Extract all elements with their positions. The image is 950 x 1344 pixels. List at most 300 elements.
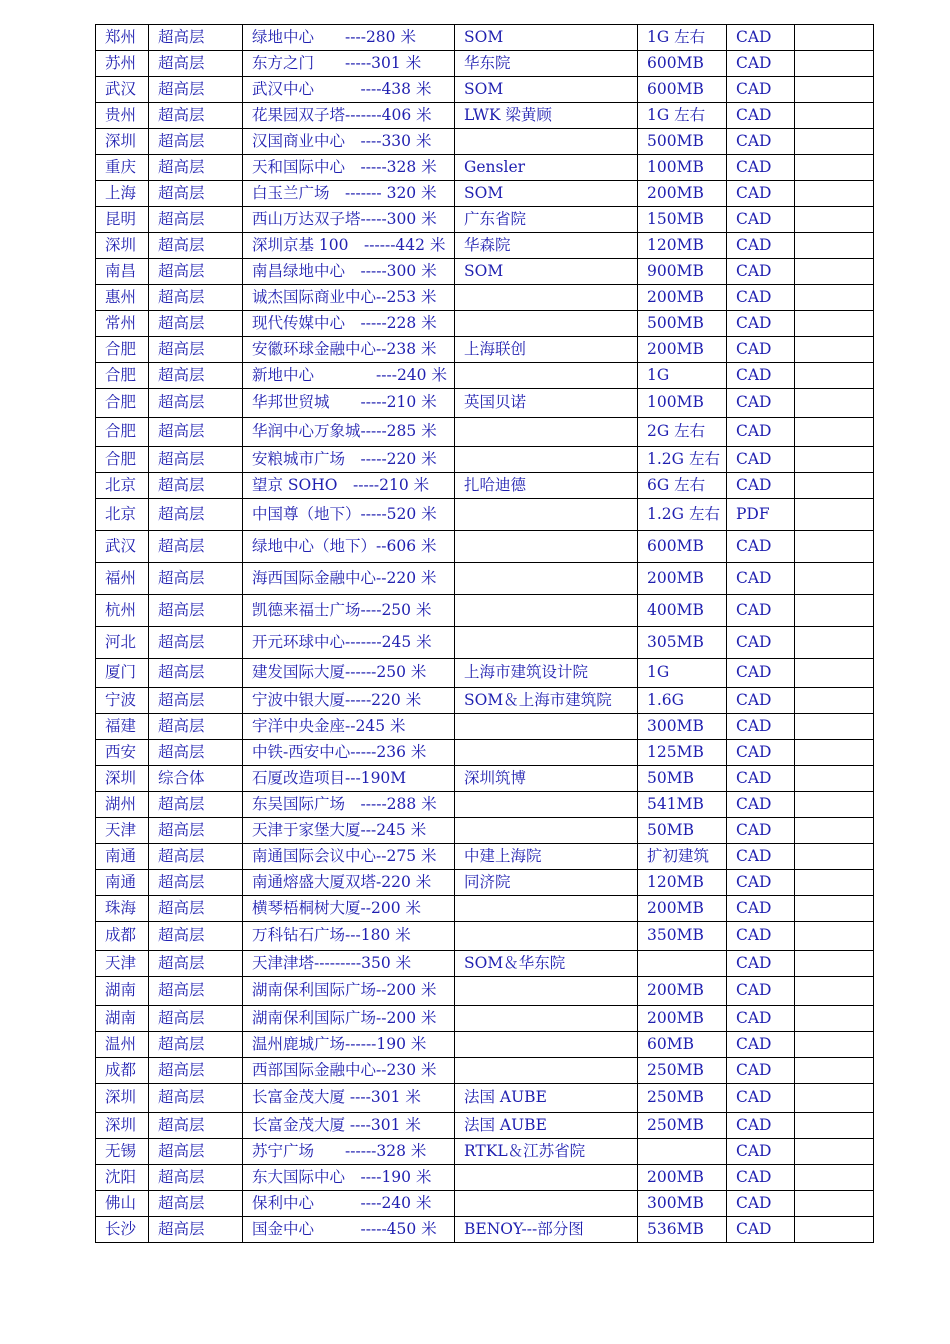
city-cell: 西安	[96, 740, 149, 766]
city-cell: 武汉	[96, 531, 149, 563]
size-cell: 500MB	[638, 129, 727, 155]
note-cell	[795, 922, 874, 951]
designer-cell	[455, 896, 638, 922]
note-cell	[795, 389, 874, 418]
table-row	[96, 77, 874, 103]
size-cell: 120MB	[638, 233, 727, 259]
city-cell: 合肥	[96, 363, 149, 389]
table-row	[96, 1139, 874, 1165]
project-cell: 建发国际大厦------250 米	[243, 659, 455, 688]
project-cell: 横琴梧桐树大厦--200 米	[243, 896, 455, 922]
size-cell: 400MB	[638, 595, 727, 627]
format-cell: CAD	[727, 870, 795, 896]
project-cell: 国金中心 -----450 米	[243, 1217, 455, 1243]
note-cell	[795, 25, 874, 51]
format-cell: CAD	[727, 627, 795, 659]
note-cell	[795, 1006, 874, 1032]
size-cell: 1.6G	[638, 688, 727, 714]
note-cell	[795, 363, 874, 389]
project-cell: 天和国际中心 -----328 米	[243, 155, 455, 181]
note-cell	[795, 627, 874, 659]
table-row	[96, 1217, 874, 1243]
type-cell: 超高层	[149, 311, 243, 337]
city-cell: 杭州	[96, 595, 149, 627]
table-row	[96, 207, 874, 233]
size-cell: 1G	[638, 363, 727, 389]
note-cell	[795, 1217, 874, 1243]
project-cell: 安粮城市广场 -----220 米	[243, 447, 455, 473]
designer-cell: 法国 AUBE	[455, 1113, 638, 1139]
city-cell: 天津	[96, 951, 149, 977]
note-cell	[795, 311, 874, 337]
project-cell: 华邦世贸城 -----210 米	[243, 389, 455, 418]
type-cell: 超高层	[149, 740, 243, 766]
table-row	[96, 1032, 874, 1058]
format-cell: PDF	[727, 499, 795, 531]
project-cell: 开元环球中心-------245 米	[243, 627, 455, 659]
note-cell	[795, 1191, 874, 1217]
table-row	[96, 418, 874, 447]
format-cell: CAD	[727, 181, 795, 207]
city-cell: 湖南	[96, 977, 149, 1006]
city-cell: 南昌	[96, 259, 149, 285]
note-cell	[795, 103, 874, 129]
note-cell	[795, 1032, 874, 1058]
format-cell: CAD	[727, 595, 795, 627]
type-cell: 超高层	[149, 1191, 243, 1217]
designer-cell: SOM	[455, 259, 638, 285]
table-row	[96, 595, 874, 627]
format-cell: CAD	[727, 1006, 795, 1032]
size-cell: 120MB	[638, 870, 727, 896]
city-cell: 深圳	[96, 1113, 149, 1139]
format-cell: CAD	[727, 311, 795, 337]
city-cell: 湖南	[96, 1006, 149, 1032]
city-cell: 北京	[96, 499, 149, 531]
type-cell: 超高层	[149, 1217, 243, 1243]
designer-cell: 同济院	[455, 870, 638, 896]
project-table	[95, 24, 874, 1243]
table-row	[96, 1084, 874, 1113]
note-cell	[795, 129, 874, 155]
table-row	[96, 499, 874, 531]
city-cell: 成都	[96, 1058, 149, 1084]
designer-cell	[455, 363, 638, 389]
type-cell: 超高层	[149, 818, 243, 844]
format-cell: CAD	[727, 1058, 795, 1084]
table-row	[96, 129, 874, 155]
table-row	[96, 389, 874, 418]
size-cell: 6G 左右	[638, 473, 727, 499]
designer-cell: 扎哈迪德	[455, 473, 638, 499]
note-cell	[795, 688, 874, 714]
table-row	[96, 1058, 874, 1084]
note-cell	[795, 844, 874, 870]
format-cell: CAD	[727, 740, 795, 766]
table-row	[96, 103, 874, 129]
designer-cell: LWK 梁黄顾	[455, 103, 638, 129]
designer-cell	[455, 285, 638, 311]
designer-cell	[455, 1058, 638, 1084]
size-cell: 600MB	[638, 77, 727, 103]
project-cell: 绿地中心（地下）--606 米	[243, 531, 455, 563]
designer-cell: 上海联创	[455, 337, 638, 363]
designer-cell	[455, 418, 638, 447]
note-cell	[795, 259, 874, 285]
format-cell: CAD	[727, 896, 795, 922]
size-cell: 150MB	[638, 207, 727, 233]
type-cell: 超高层	[149, 25, 243, 51]
designer-cell	[455, 129, 638, 155]
city-cell: 深圳	[96, 1084, 149, 1113]
city-cell: 厦门	[96, 659, 149, 688]
city-cell: 郑州	[96, 25, 149, 51]
type-cell: 超高层	[149, 51, 243, 77]
table-row	[96, 977, 874, 1006]
type-cell: 超高层	[149, 870, 243, 896]
project-cell: 南通熔盛大厦双塔-220 米	[243, 870, 455, 896]
table-row	[96, 627, 874, 659]
project-cell: 花果园双子塔-------406 米	[243, 103, 455, 129]
project-cell: 新地中心 ----240 米	[243, 363, 455, 389]
format-cell: CAD	[727, 922, 795, 951]
table-row	[96, 447, 874, 473]
table-row	[96, 363, 874, 389]
size-cell: 1G 左右	[638, 25, 727, 51]
format-cell: CAD	[727, 792, 795, 818]
type-cell: 超高层	[149, 473, 243, 499]
note-cell	[795, 740, 874, 766]
type-cell: 超高层	[149, 595, 243, 627]
designer-cell	[455, 740, 638, 766]
type-cell: 超高层	[149, 531, 243, 563]
type-cell: 超高层	[149, 792, 243, 818]
designer-cell	[455, 977, 638, 1006]
format-cell: CAD	[727, 259, 795, 285]
type-cell: 超高层	[149, 418, 243, 447]
format-cell: CAD	[727, 563, 795, 595]
size-cell: 100MB	[638, 155, 727, 181]
note-cell	[795, 473, 874, 499]
type-cell: 超高层	[149, 1113, 243, 1139]
size-cell: 200MB	[638, 896, 727, 922]
designer-cell: 华东院	[455, 51, 638, 77]
type-cell: 超高层	[149, 1084, 243, 1113]
note-cell	[795, 207, 874, 233]
type-cell: 综合体	[149, 766, 243, 792]
city-cell: 南通	[96, 870, 149, 896]
project-cell: 南昌绿地中心 -----300 米	[243, 259, 455, 285]
table-row	[96, 1165, 874, 1191]
type-cell: 超高层	[149, 896, 243, 922]
size-cell: 500MB	[638, 311, 727, 337]
city-cell: 南通	[96, 844, 149, 870]
designer-cell: SOM＆上海市建筑院	[455, 688, 638, 714]
project-cell: 东方之门 -----301 米	[243, 51, 455, 77]
city-cell: 昆明	[96, 207, 149, 233]
note-cell	[795, 1084, 874, 1113]
format-cell: CAD	[727, 285, 795, 311]
note-cell	[795, 77, 874, 103]
project-cell: 东大国际中心 ----190 米	[243, 1165, 455, 1191]
city-cell: 贵州	[96, 103, 149, 129]
format-cell: CAD	[727, 844, 795, 870]
size-cell: 200MB	[638, 1165, 727, 1191]
size-cell: 2G 左右	[638, 418, 727, 447]
note-cell	[795, 51, 874, 77]
project-cell: 湖南保利国际广场--200 米	[243, 977, 455, 1006]
project-cell: 望京 SOHO -----210 米	[243, 473, 455, 499]
type-cell: 超高层	[149, 129, 243, 155]
project-cell: 凯德来福士广场----250 米	[243, 595, 455, 627]
format-cell: CAD	[727, 1191, 795, 1217]
project-cell: 绿地中心 ----280 米	[243, 25, 455, 51]
city-cell: 惠州	[96, 285, 149, 311]
type-cell: 超高层	[149, 688, 243, 714]
project-cell: 西山万达双子塔-----300 米	[243, 207, 455, 233]
format-cell: CAD	[727, 337, 795, 363]
size-cell: 250MB	[638, 1113, 727, 1139]
type-cell: 超高层	[149, 181, 243, 207]
project-cell: 天津津塔---------350 米	[243, 951, 455, 977]
type-cell: 超高层	[149, 447, 243, 473]
format-cell: CAD	[727, 1032, 795, 1058]
size-cell: 扩初建筑	[638, 844, 727, 870]
size-cell: 300MB	[638, 1191, 727, 1217]
table-row	[96, 473, 874, 499]
size-cell: 200MB	[638, 181, 727, 207]
designer-cell: SOM	[455, 25, 638, 51]
city-cell: 沈阳	[96, 1165, 149, 1191]
project-cell: 安徽环球金融中心--238 米	[243, 337, 455, 363]
size-cell: 350MB	[638, 922, 727, 951]
city-cell: 天津	[96, 818, 149, 844]
type-cell: 超高层	[149, 337, 243, 363]
format-cell: CAD	[727, 818, 795, 844]
city-cell: 湖州	[96, 792, 149, 818]
format-cell: CAD	[727, 207, 795, 233]
format-cell: CAD	[727, 418, 795, 447]
format-cell: CAD	[727, 951, 795, 977]
size-cell: 200MB	[638, 337, 727, 363]
type-cell: 超高层	[149, 714, 243, 740]
note-cell	[795, 181, 874, 207]
project-cell: 万科钻石广场---180 米	[243, 922, 455, 951]
type-cell: 超高层	[149, 363, 243, 389]
city-cell: 重庆	[96, 155, 149, 181]
table-row	[96, 792, 874, 818]
table-row	[96, 51, 874, 77]
table-row	[96, 714, 874, 740]
designer-cell	[455, 499, 638, 531]
table-row	[96, 1006, 874, 1032]
size-cell	[638, 951, 727, 977]
project-cell: 中铁-西安中心-----236 米	[243, 740, 455, 766]
project-cell: 天津于家堡大厦---245 米	[243, 818, 455, 844]
designer-cell: SOM＆华东院	[455, 951, 638, 977]
type-cell: 超高层	[149, 1032, 243, 1058]
city-cell: 深圳	[96, 233, 149, 259]
type-cell: 超高层	[149, 1139, 243, 1165]
designer-cell: 深圳筑博	[455, 766, 638, 792]
note-cell	[795, 714, 874, 740]
city-cell: 合肥	[96, 389, 149, 418]
size-cell: 600MB	[638, 51, 727, 77]
city-cell: 常州	[96, 311, 149, 337]
note-cell	[795, 766, 874, 792]
designer-cell	[455, 1191, 638, 1217]
designer-cell	[455, 1032, 638, 1058]
designer-cell: Gensler	[455, 155, 638, 181]
format-cell: CAD	[727, 473, 795, 499]
size-cell	[638, 1139, 727, 1165]
city-cell: 合肥	[96, 337, 149, 363]
city-cell: 深圳	[96, 129, 149, 155]
table-row	[96, 951, 874, 977]
size-cell: 200MB	[638, 977, 727, 1006]
type-cell: 超高层	[149, 389, 243, 418]
size-cell: 305MB	[638, 627, 727, 659]
note-cell	[795, 792, 874, 818]
table-row	[96, 259, 874, 285]
table-row	[96, 181, 874, 207]
table-row	[96, 155, 874, 181]
type-cell: 超高层	[149, 77, 243, 103]
format-cell: CAD	[727, 103, 795, 129]
designer-cell: BENOY---部分图	[455, 1217, 638, 1243]
note-cell	[795, 951, 874, 977]
table-row	[96, 896, 874, 922]
table-row	[96, 25, 874, 51]
note-cell	[795, 418, 874, 447]
designer-cell	[455, 627, 638, 659]
size-cell: 1.2G 左右	[638, 499, 727, 531]
format-cell: CAD	[727, 688, 795, 714]
format-cell: CAD	[727, 977, 795, 1006]
format-cell: CAD	[727, 714, 795, 740]
table-row	[96, 1191, 874, 1217]
project-cell: 宇洋中央金座--245 米	[243, 714, 455, 740]
table-row	[96, 740, 874, 766]
project-cell: 南通国际会议中心--275 米	[243, 844, 455, 870]
city-cell: 温州	[96, 1032, 149, 1058]
size-cell: 541MB	[638, 792, 727, 818]
designer-cell: 上海市建筑设计院	[455, 659, 638, 688]
designer-cell	[455, 531, 638, 563]
format-cell: CAD	[727, 1139, 795, 1165]
size-cell: 1G 左右	[638, 103, 727, 129]
project-cell: 保利中心 ----240 米	[243, 1191, 455, 1217]
size-cell: 1.2G 左右	[638, 447, 727, 473]
type-cell: 超高层	[149, 207, 243, 233]
type-cell: 超高层	[149, 1165, 243, 1191]
table-row	[96, 285, 874, 311]
type-cell: 超高层	[149, 627, 243, 659]
note-cell	[795, 1058, 874, 1084]
table-row	[96, 922, 874, 951]
size-cell: 900MB	[638, 259, 727, 285]
project-cell: 石厦改造项目---190M	[243, 766, 455, 792]
note-cell	[795, 447, 874, 473]
designer-cell: 华森院	[455, 233, 638, 259]
city-cell: 珠海	[96, 896, 149, 922]
project-cell: 中国尊（地下）-----520 米	[243, 499, 455, 531]
project-cell: 深圳京基 100 ------442 米	[243, 233, 455, 259]
city-cell: 北京	[96, 473, 149, 499]
format-cell: CAD	[727, 531, 795, 563]
project-cell: 汉国商业中心 ----330 米	[243, 129, 455, 155]
type-cell: 超高层	[149, 922, 243, 951]
size-cell: 60MB	[638, 1032, 727, 1058]
city-cell: 合肥	[96, 447, 149, 473]
format-cell: CAD	[727, 51, 795, 77]
designer-cell	[455, 1165, 638, 1191]
type-cell: 超高层	[149, 103, 243, 129]
type-cell: 超高层	[149, 285, 243, 311]
city-cell: 宁波	[96, 688, 149, 714]
note-cell	[795, 870, 874, 896]
format-cell: CAD	[727, 363, 795, 389]
size-cell: 100MB	[638, 389, 727, 418]
city-cell: 武汉	[96, 77, 149, 103]
size-cell: 600MB	[638, 531, 727, 563]
note-cell	[795, 896, 874, 922]
project-cell: 温州鹿城广场------190 米	[243, 1032, 455, 1058]
format-cell: CAD	[727, 1165, 795, 1191]
city-cell: 河北	[96, 627, 149, 659]
project-cell: 华润中心万象城-----285 米	[243, 418, 455, 447]
project-cell: 现代传媒中心 -----228 米	[243, 311, 455, 337]
format-cell: CAD	[727, 447, 795, 473]
format-cell: CAD	[727, 1084, 795, 1113]
format-cell: CAD	[727, 129, 795, 155]
type-cell: 超高层	[149, 233, 243, 259]
city-cell: 长沙	[96, 1217, 149, 1243]
designer-cell	[455, 922, 638, 951]
note-cell	[795, 1113, 874, 1139]
project-cell: 湖南保利国际广场--200 米	[243, 1006, 455, 1032]
city-cell: 无锡	[96, 1139, 149, 1165]
project-cell: 东吴国际广场 -----288 米	[243, 792, 455, 818]
designer-cell: 广东省院	[455, 207, 638, 233]
designer-cell: 中建上海院	[455, 844, 638, 870]
designer-cell	[455, 447, 638, 473]
note-cell	[795, 659, 874, 688]
note-cell	[795, 977, 874, 1006]
note-cell	[795, 595, 874, 627]
project-cell: 诚杰国际商业中心--253 米	[243, 285, 455, 311]
type-cell: 超高层	[149, 259, 243, 285]
city-cell: 苏州	[96, 51, 149, 77]
note-cell	[795, 1165, 874, 1191]
type-cell: 超高层	[149, 844, 243, 870]
designer-cell	[455, 1006, 638, 1032]
city-cell: 上海	[96, 181, 149, 207]
designer-cell	[455, 818, 638, 844]
table-row	[96, 766, 874, 792]
project-cell: 长富金茂大厦 ----301 米	[243, 1084, 455, 1113]
city-cell: 合肥	[96, 418, 149, 447]
size-cell: 300MB	[638, 714, 727, 740]
project-cell: 武汉中心 ----438 米	[243, 77, 455, 103]
size-cell: 200MB	[638, 1006, 727, 1032]
table-row	[96, 844, 874, 870]
size-cell: 200MB	[638, 285, 727, 311]
designer-cell	[455, 792, 638, 818]
note-cell	[795, 563, 874, 595]
table-row	[96, 1113, 874, 1139]
designer-cell	[455, 595, 638, 627]
